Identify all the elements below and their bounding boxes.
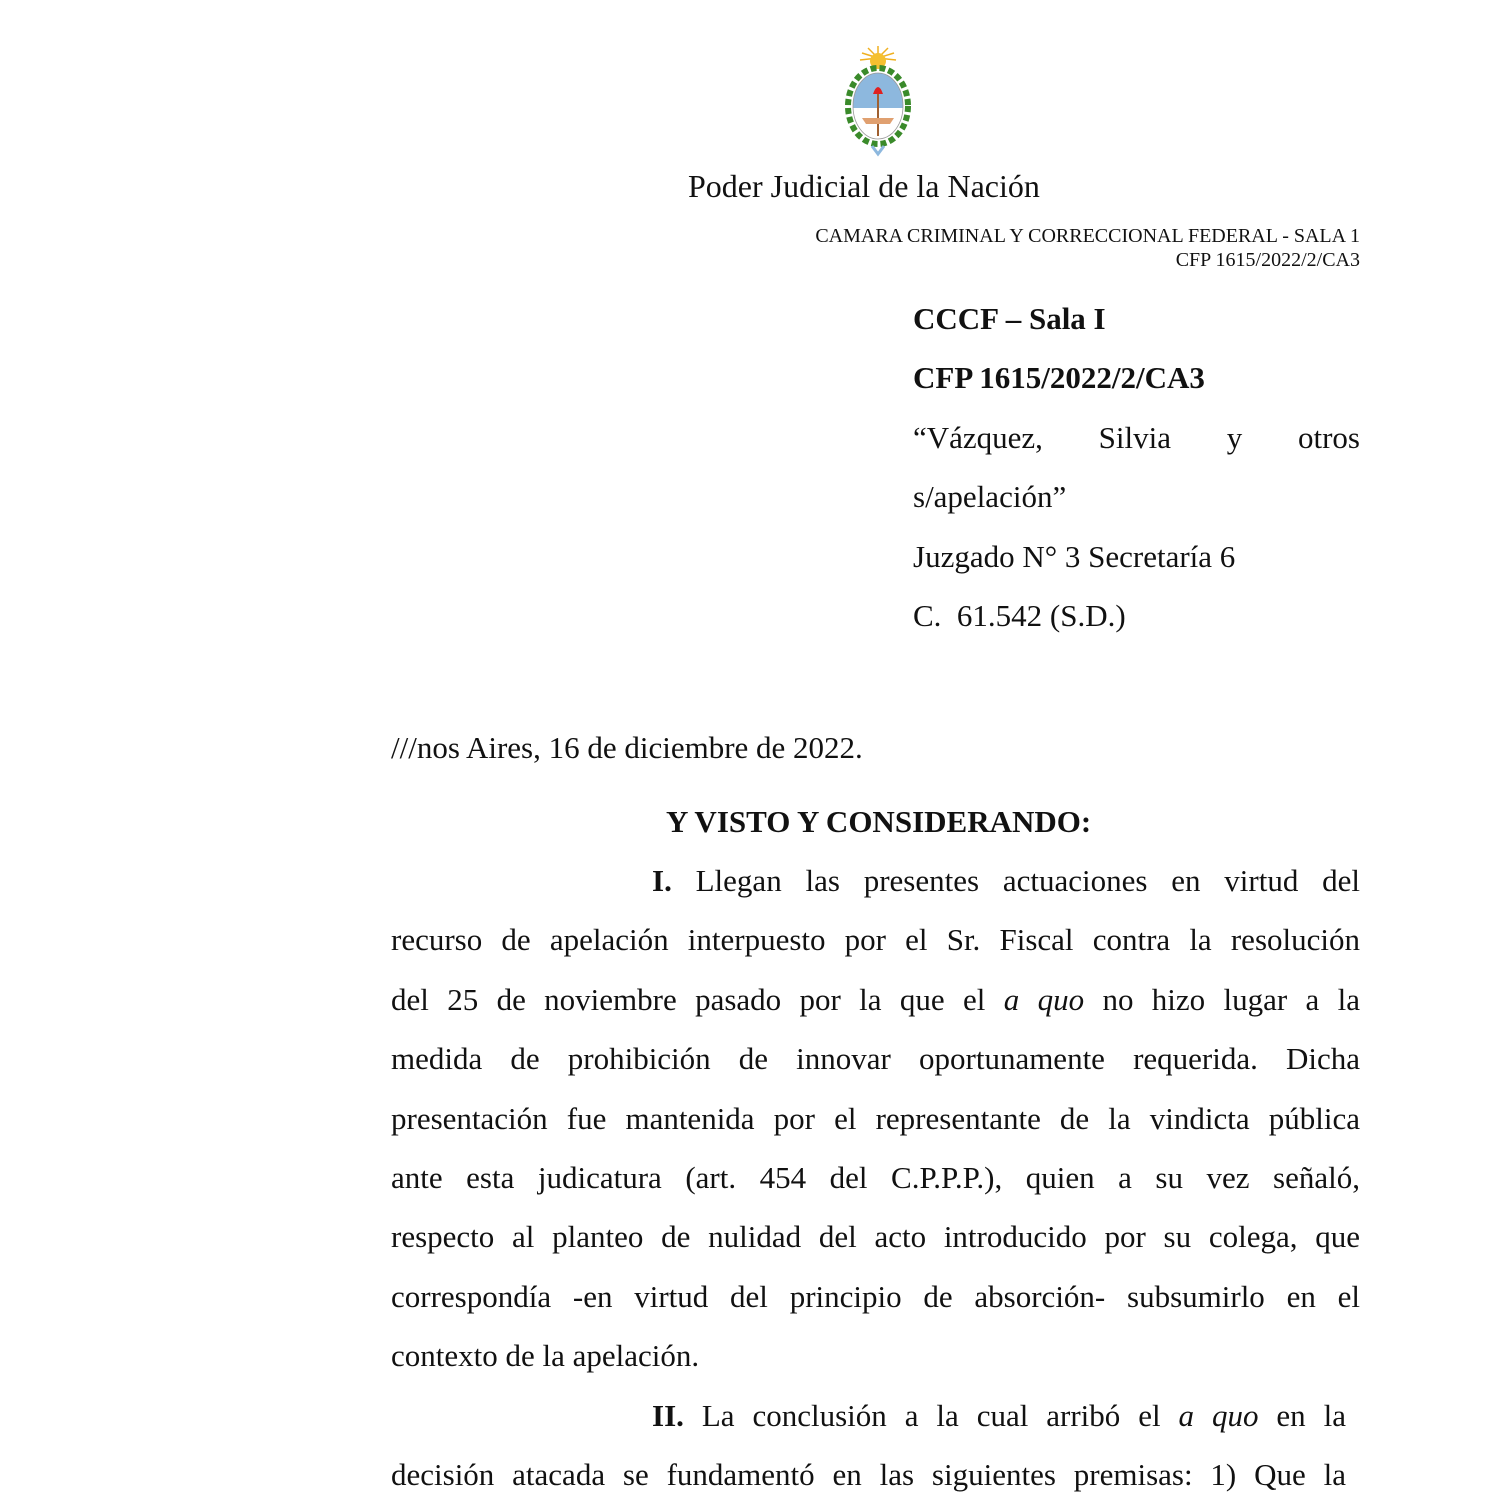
italic-term: a quo bbox=[1003, 981, 1085, 1017]
paragraph bbox=[391, 1386, 1346, 1504]
national-coat-of-arms-logo bbox=[838, 44, 918, 160]
text-segment: recurso de apelación interpuesto por el Sr. Fiscal contra la resolución bbox=[391, 922, 1360, 958]
text-line bbox=[391, 1148, 1360, 1207]
text-segment: respecto al planteo de nulidad del acto introducido por su colega, que bbox=[391, 1219, 1360, 1255]
date-line: ///nos Aires, 16 de diciembre de 2022. bbox=[391, 730, 863, 765]
text-segment: del 25 de noviembre pasado por la que el bbox=[391, 981, 1004, 1017]
text-segment: ante esta judicatura (art. 454 del C.P.P.P.), quien a su vez señaló, bbox=[391, 1160, 1360, 1196]
paragraph-number: I. bbox=[652, 863, 672, 898]
text-line bbox=[391, 1267, 1360, 1326]
case-caption-line: “Vázquez, Silvia y otros bbox=[913, 419, 1360, 455]
case-caption-line: s/apelación” bbox=[913, 479, 1067, 515]
text-segment: presentación fue mantenida por el representante de la vindicta pública bbox=[391, 1100, 1360, 1136]
paragraph-number: II. bbox=[652, 1397, 684, 1433]
court-short: CCCF – Sala I bbox=[913, 301, 1106, 336]
page-header bbox=[815, 224, 1360, 272]
text-segment: en la bbox=[1258, 1397, 1346, 1433]
text-line bbox=[391, 910, 1360, 969]
text-segment: decisión atacada se fundamentó en las siguientes premisas: 1) Que la bbox=[391, 1457, 1346, 1493]
text-line bbox=[391, 1089, 1360, 1148]
text-line bbox=[391, 1326, 1360, 1385]
paragraph bbox=[391, 851, 1360, 1386]
text-segment: Llegan las presentes actuaciones en virtud del bbox=[671, 863, 1360, 898]
court-name: CAMARA CRIMINAL Y CORRECCIONAL FEDERAL - SALA 1 bbox=[815, 225, 1360, 247]
text-line bbox=[391, 1445, 1346, 1504]
case-caption-block bbox=[913, 289, 1360, 645]
text-line bbox=[391, 970, 1360, 1029]
text-segment: medida de prohibición de innovar oportunamente requerida. Dicha bbox=[391, 1041, 1360, 1077]
case-number: CFP 1615/2022/2/CA3 bbox=[913, 360, 1205, 396]
text-line bbox=[391, 1386, 1346, 1445]
case-reference: CFP 1615/2022/2/CA3 bbox=[1175, 249, 1360, 271]
text-line bbox=[391, 1207, 1360, 1266]
italic-term: a quo bbox=[1178, 1397, 1259, 1433]
text-segment: contexto de la apelación. bbox=[391, 1338, 700, 1374]
text-segment: no hizo lugar a la bbox=[1084, 981, 1361, 1017]
text-segment: correspondía -en virtud del principio de absorción- subsumirlo en el bbox=[391, 1278, 1360, 1314]
c-number: C. 61.542 (S.D.) bbox=[913, 598, 1126, 634]
organization-title: Poder Judicial de la Nación bbox=[688, 168, 1040, 204]
text-segment: La conclusión a la cual arribó el bbox=[683, 1397, 1179, 1433]
document-body bbox=[391, 851, 1360, 1504]
section-heading: Y VISTO Y CONSIDERANDO: bbox=[666, 804, 1092, 839]
text-line bbox=[391, 851, 1360, 910]
text-line bbox=[391, 1029, 1360, 1088]
juzgado: Juzgado N° 3 Secretaría 6 bbox=[913, 538, 1236, 574]
